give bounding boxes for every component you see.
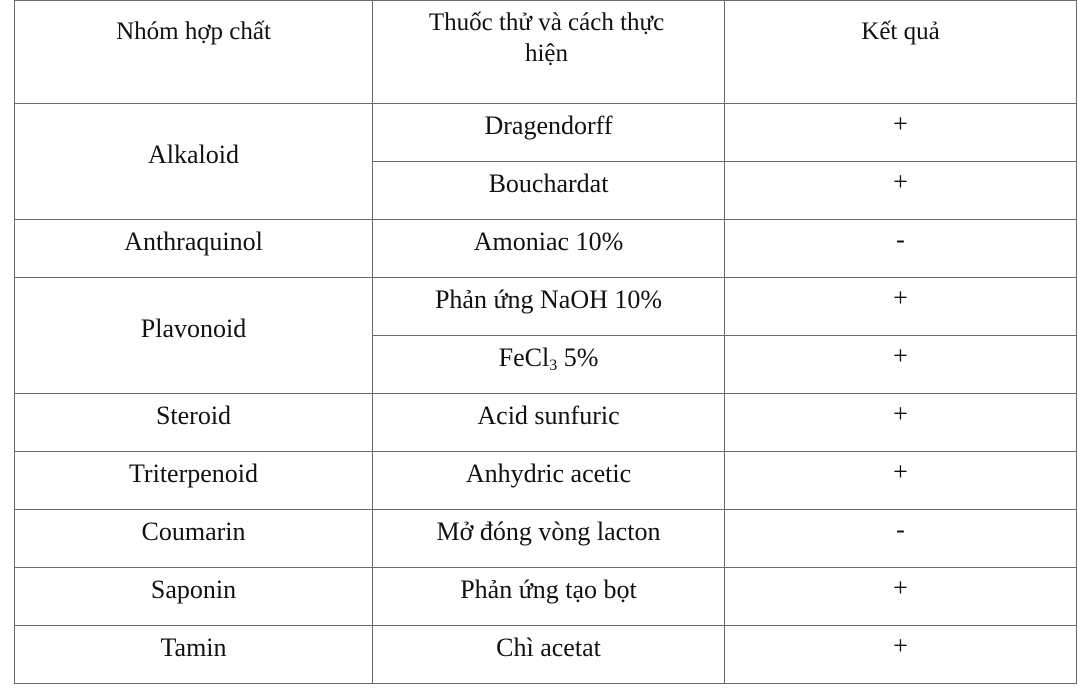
method-text: Acid sunfuric xyxy=(477,401,620,431)
method-cell xyxy=(373,104,725,162)
method-text-tail: 5% xyxy=(557,343,599,373)
method-text: Mở đóng vòng lacton xyxy=(436,517,661,547)
method-text: Bouchardat xyxy=(488,169,609,199)
result-value: + xyxy=(893,283,908,313)
method-cell xyxy=(373,394,725,452)
method-text-subscript: 3 xyxy=(549,357,558,375)
result-cell xyxy=(725,104,1077,162)
group-name: Tamin xyxy=(160,633,227,663)
result-cell xyxy=(725,626,1077,684)
method-text: Amoniac 10% xyxy=(473,227,624,257)
method-cell xyxy=(373,452,725,510)
group-name: Steroid xyxy=(155,401,232,431)
method-text-main: FeCl xyxy=(498,343,550,373)
header-group-label: Nhóm hợp chất xyxy=(116,18,271,46)
group-name: Plavonoid xyxy=(140,314,247,344)
result-value: - xyxy=(896,225,905,255)
header-method-label-line2: hiện xyxy=(524,40,569,67)
result-value: + xyxy=(893,399,908,429)
table-row xyxy=(15,220,1077,278)
method-cell xyxy=(373,220,725,278)
method-text xyxy=(498,343,599,375)
group-name: Alkaloid xyxy=(148,140,239,170)
header-cell-group xyxy=(15,1,373,104)
result-cell xyxy=(725,162,1077,220)
result-value: + xyxy=(893,109,908,139)
table-row xyxy=(15,104,1077,162)
result-cell xyxy=(725,510,1077,568)
method-cell xyxy=(373,568,725,626)
method-cell xyxy=(373,510,725,568)
group-cell xyxy=(15,452,373,510)
result-value: + xyxy=(893,167,908,197)
group-cell xyxy=(15,568,373,626)
result-cell xyxy=(725,452,1077,510)
group-name: Anthraquinol xyxy=(124,227,263,257)
group-cell xyxy=(15,104,373,220)
group-cell xyxy=(15,278,373,394)
method-text: Dragendorff xyxy=(484,111,613,141)
group-cell xyxy=(15,220,373,278)
result-value: - xyxy=(896,515,905,545)
result-value: + xyxy=(893,573,908,603)
result-cell xyxy=(725,220,1077,278)
group-name: Coumarin xyxy=(141,517,246,547)
table-row xyxy=(15,278,1077,336)
method-text: Phản ứng tạo bọt xyxy=(460,575,637,605)
group-cell xyxy=(15,626,373,684)
group-name: Saponin xyxy=(150,575,237,605)
method-cell xyxy=(373,278,725,336)
group-cell xyxy=(15,510,373,568)
method-text: Chì acetat xyxy=(496,633,601,663)
method-cell xyxy=(373,626,725,684)
table-header-row xyxy=(15,1,1077,104)
phytochemical-screening-table xyxy=(14,0,1077,684)
method-text: Anhydric acetic xyxy=(465,459,632,489)
result-value: + xyxy=(893,457,908,487)
table-row xyxy=(15,626,1077,684)
table-row xyxy=(15,452,1077,510)
result-cell xyxy=(725,336,1077,394)
method-cell xyxy=(373,336,725,394)
result-value: + xyxy=(893,631,908,661)
result-cell xyxy=(725,278,1077,336)
result-cell xyxy=(725,394,1077,452)
header-result-label: Kết quả xyxy=(861,18,940,46)
method-cell xyxy=(373,162,725,220)
group-cell xyxy=(15,394,373,452)
result-cell xyxy=(725,568,1077,626)
group-name: Triterpenoid xyxy=(128,459,259,489)
result-value: + xyxy=(893,341,908,371)
table-row xyxy=(15,510,1077,568)
header-cell-method xyxy=(373,1,725,104)
header-method-label-line1: Thuốc thử và cách thực xyxy=(428,8,665,36)
table-row xyxy=(15,394,1077,452)
header-cell-result xyxy=(725,1,1077,104)
method-text: Phản ứng NaOH 10% xyxy=(434,285,663,315)
table-row xyxy=(15,568,1077,626)
